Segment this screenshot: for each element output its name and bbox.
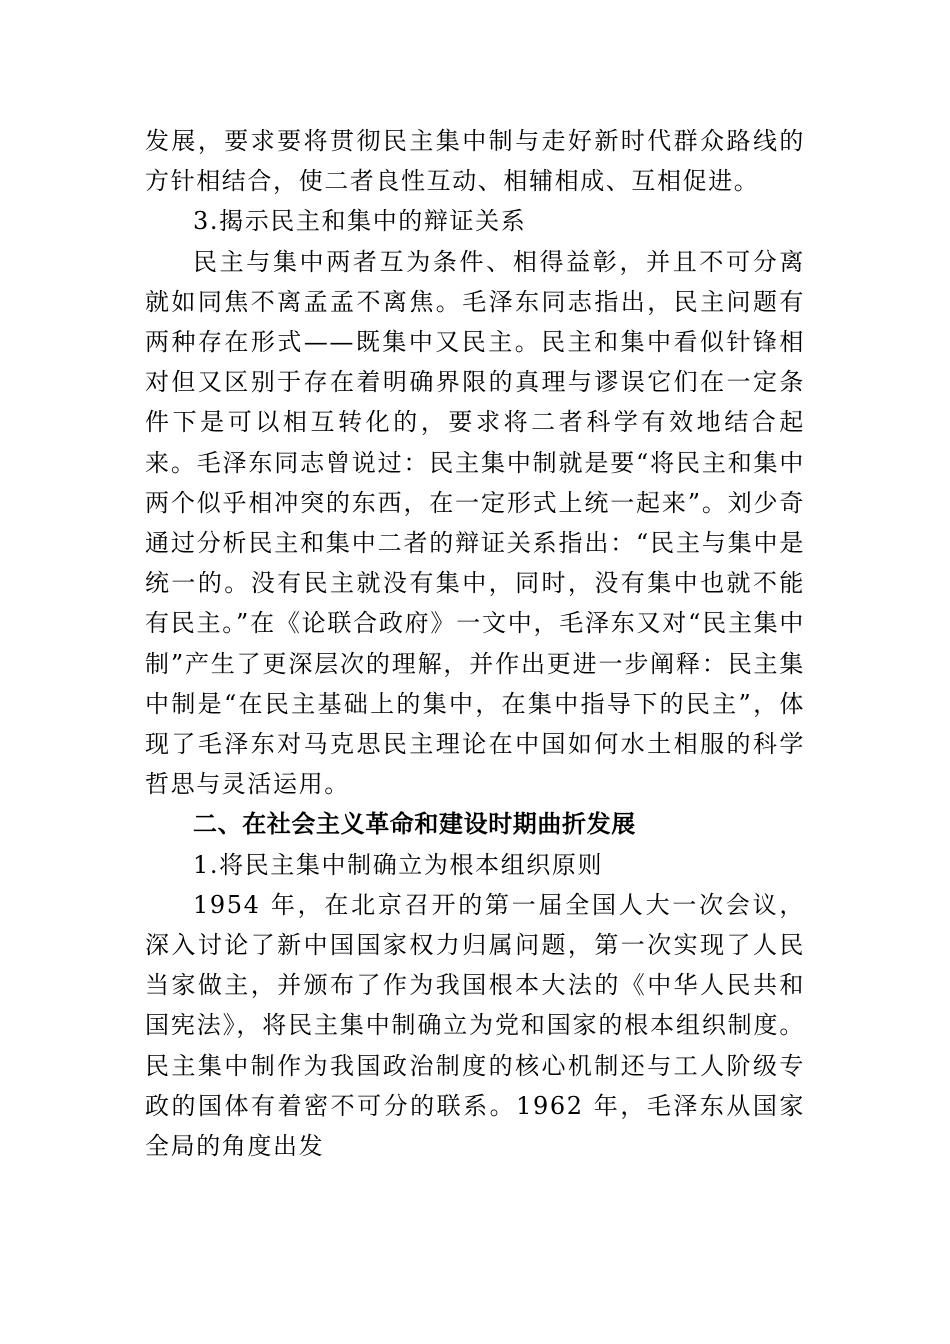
document-page xyxy=(145,121,805,1166)
subheading-dialectical-relationship: 3.揭示民主和集中的辩证关系 xyxy=(193,207,527,236)
continuation-paragraph: 发展，要求要将贯彻民主集中制与走好新时代群众路线的方针相结合，使二者良性互动、相辅相成、互相促进。 xyxy=(145,127,805,196)
subheading-organizational-principle: 1.将民主集中制确立为根本组织原则 xyxy=(193,850,604,879)
body-paragraph-1954-congress: 1954 年，在北京召开的第一届全国人大一次会议，深入讨论了新中国国家权力归属问题，第一次实现了人民当家做主，并颁布了作为我国根本大法的《中华人民共和国宪法》，将民主集中制确立为党和国家的根本组织制度。民主集中制作为我国政治制度的核心机制还与工人阶级专政的国体有着密不可分的联系。1962 年，毛泽东从国家全局的角度出发 xyxy=(145,890,805,1161)
body-paragraph-democracy-centralism: 民主与集中两者互为条件、相得益彰，并且不可分离就如同焦不离孟孟不离焦。毛泽东同志指出，民主问题有两种存在形式——既集中又民主。民主和集中看似针锋相对但又区别于存在着明确界限的真理与谬误它们在一定条件下是可以相互转化的，要求将二者科学有效地结合起来。毛泽东同志曾说过：民主集中制就是要“将民主和集中两个似乎相冲突的东西，在一定形式上统一起来”。刘少奇通过分析民主和集中二者的辩证关系指出：“民主与集中是统一的。没有民主就没有集中，同时，没有集中也就不能有民主。”在《论联合政府》一文中，毛泽东又对“民主集中制”产生了更深层次的理解，并作出更进一步阐释：民主集中制是“在民主基础上的集中，在集中指导下的民主”，体现了毛泽东对马克思民主理论在中国如何水土相服的科学哲思与灵活运用。 xyxy=(145,247,805,799)
section-heading-socialist-revolution: 二、在社会主义革命和建设时期曲折发展 xyxy=(193,810,636,839)
